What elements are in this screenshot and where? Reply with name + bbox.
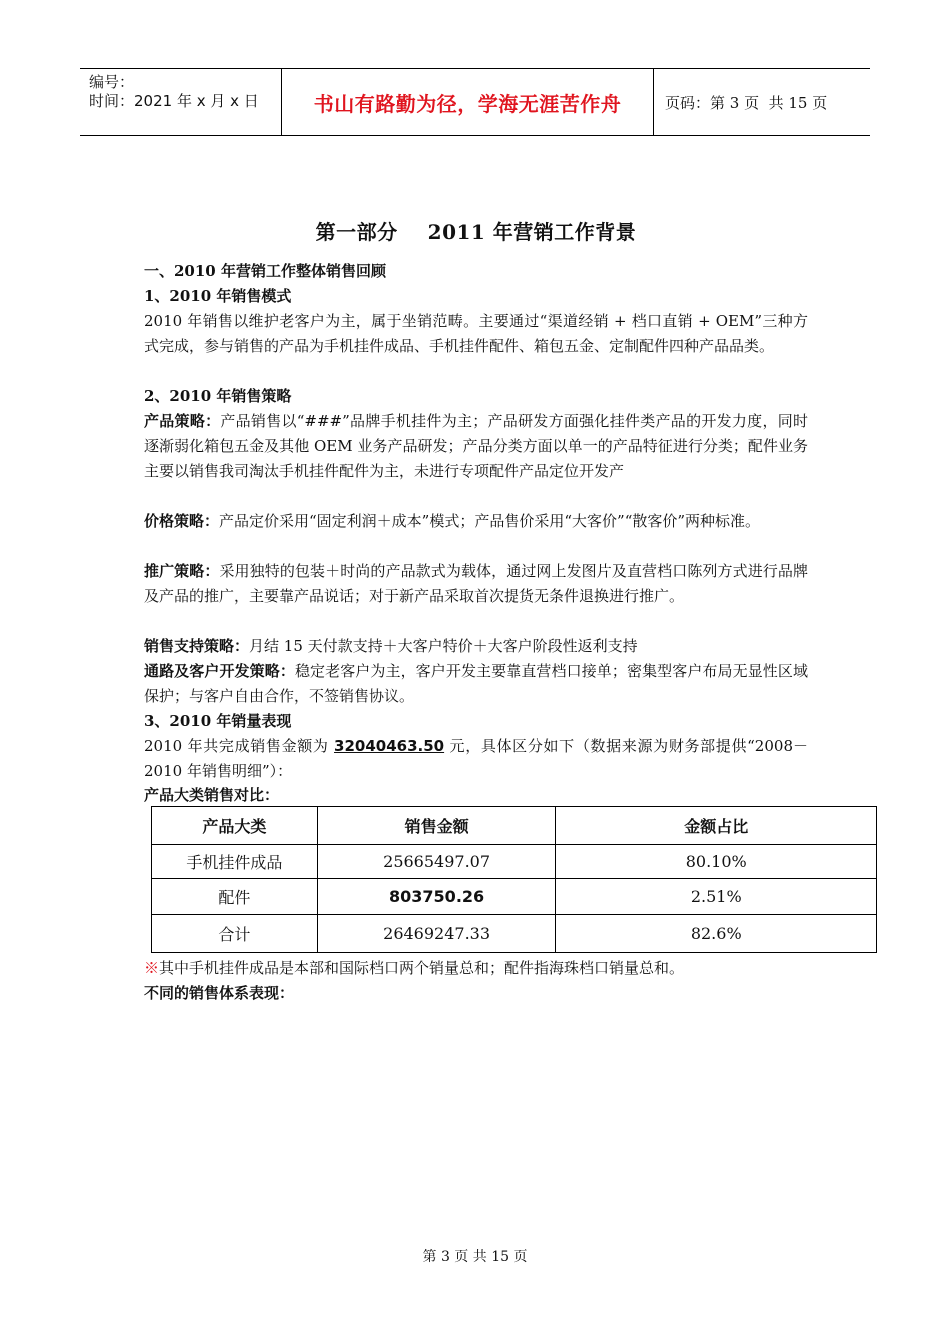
document-time-label: 时间：2021 年 x 月 x 日 bbox=[89, 92, 259, 110]
page-footer: 第 3 页 共 15 页 bbox=[422, 1249, 528, 1265]
table-cell: 82.6% bbox=[556, 915, 877, 953]
sales-total-amount: 32040463.50 bbox=[334, 737, 445, 755]
product-strategy-text: 产品销售以“###”品牌手机挂件为主；产品研发方面强化挂件类产品的开发力度，同时逐渐弱化箱包五金及其他 OEM 业务产品研发；产品分类方面以单一的产品特征进行分类；配件业务主要以销售我司淘汰手机挂件配件为主，未进行专项配件产品定位开发产 bbox=[144, 412, 808, 480]
table-row bbox=[152, 879, 877, 915]
promotion-strategy-paragraph bbox=[144, 559, 808, 609]
table-cell: 26469247.33 bbox=[317, 915, 556, 953]
table-cell: 803750.26 bbox=[317, 879, 556, 915]
price-strategy-label: 价格策略： bbox=[144, 512, 220, 530]
reference-mark: ※ bbox=[144, 959, 160, 977]
table-caption: 产品大类销售对比： bbox=[144, 786, 280, 804]
subsection-heading-2-text: 2、2010 年销售策略 bbox=[144, 387, 292, 405]
sales-support-text: 月结 15 天付款支持＋大客户特价＋大客户阶段性返利支持 bbox=[249, 637, 638, 655]
table-cell: 80.10% bbox=[556, 845, 877, 879]
sales-support-label: 销售支持策略： bbox=[144, 637, 250, 655]
title-text: 2011 年营销工作背景 bbox=[427, 220, 637, 244]
page-header bbox=[80, 68, 870, 136]
table-header-cell: 产品大类 bbox=[152, 807, 318, 845]
table-row bbox=[152, 845, 877, 879]
sales-volume-text-b: 元，具体区分如下（数据来源为财务部提供“2008－2010 年销售明细”）： bbox=[144, 737, 808, 780]
channel-strategy-text: 稳定老客户为主，客户开发主要靠直营档口接单；密集型客户布局无显性区域保护；与客户自由合作，不签销售协议。 bbox=[144, 662, 808, 705]
header-motto: 书山有路勤为径，学海无涯苦作舟 bbox=[282, 69, 654, 135]
price-strategy-text: 产品定价采用“固定利润＋成本”模式；产品售价采用“大客价”“散客价”两种标准。 bbox=[219, 512, 761, 530]
table-cell: 手机挂件成品 bbox=[152, 845, 318, 879]
page-title bbox=[144, 220, 808, 245]
table-cell: 合计 bbox=[152, 915, 318, 953]
product-strategy-paragraph bbox=[144, 409, 808, 484]
product-strategy-label: 产品策略： bbox=[144, 412, 221, 430]
promotion-strategy-text: 采用独特的包装＋时尚的产品款式为载体，通过网上发图片及直营档口陈列方式进行品牌及产品的推广，主要靠产品说话；对于新产品采取首次提货无条件退换进行推广。 bbox=[144, 562, 808, 605]
table-header-cell: 销售金额 bbox=[317, 807, 556, 845]
subsection-heading-2 bbox=[144, 384, 808, 409]
sales-volume-paragraph bbox=[144, 734, 808, 784]
table-header-cell: 金额占比 bbox=[556, 807, 877, 845]
table-cell: 配件 bbox=[152, 879, 318, 915]
price-strategy-paragraph bbox=[144, 509, 808, 534]
title-part: 第一部分 bbox=[315, 220, 398, 244]
product-category-table bbox=[151, 806, 877, 953]
table-note-text: 其中手机挂件成品是本部和国际档口两个销量总和；配件指海珠档口销量总和。 bbox=[159, 959, 685, 977]
channel-strategy-label: 通路及客户开发策略： bbox=[144, 662, 295, 680]
next-section-heading: 不同的销售体系表现： bbox=[144, 984, 295, 1002]
header-page-info bbox=[654, 69, 870, 135]
sales-mode-paragraph: 2010 年销售以维护老客户为主，属于坐销范畴。主要通过“渠道经销 + 档口直销 + OEM”三种方式完成，参与销售的产品为手机挂件成品、手机挂件配件、箱包五金、定制配件四种产品品类。 bbox=[144, 312, 808, 355]
section-heading: 一、2010 年营销工作整体销售回顾 bbox=[144, 262, 386, 280]
document-number-label: 编号： bbox=[89, 73, 135, 91]
header-meta bbox=[80, 69, 282, 135]
table-row bbox=[152, 915, 877, 953]
table-cell: 2.51% bbox=[556, 879, 877, 915]
promotion-strategy-label: 推广策略： bbox=[144, 562, 220, 580]
channel-strategy-paragraph bbox=[144, 659, 808, 709]
subsection-heading-1: 1、2010 年销售模式 bbox=[144, 287, 292, 305]
subsection-heading-3: 3、2010 年销量表现 bbox=[144, 712, 292, 730]
header-page-info-text: 页码：第 3 页 共 15 页 bbox=[665, 93, 828, 112]
sales-support-paragraph bbox=[144, 634, 808, 659]
sales-volume-text-a: 2010 年共完成销售金额为 bbox=[144, 737, 335, 755]
table-note bbox=[144, 956, 808, 981]
table-header-row bbox=[152, 807, 877, 845]
table-cell: 25665497.07 bbox=[317, 845, 556, 879]
